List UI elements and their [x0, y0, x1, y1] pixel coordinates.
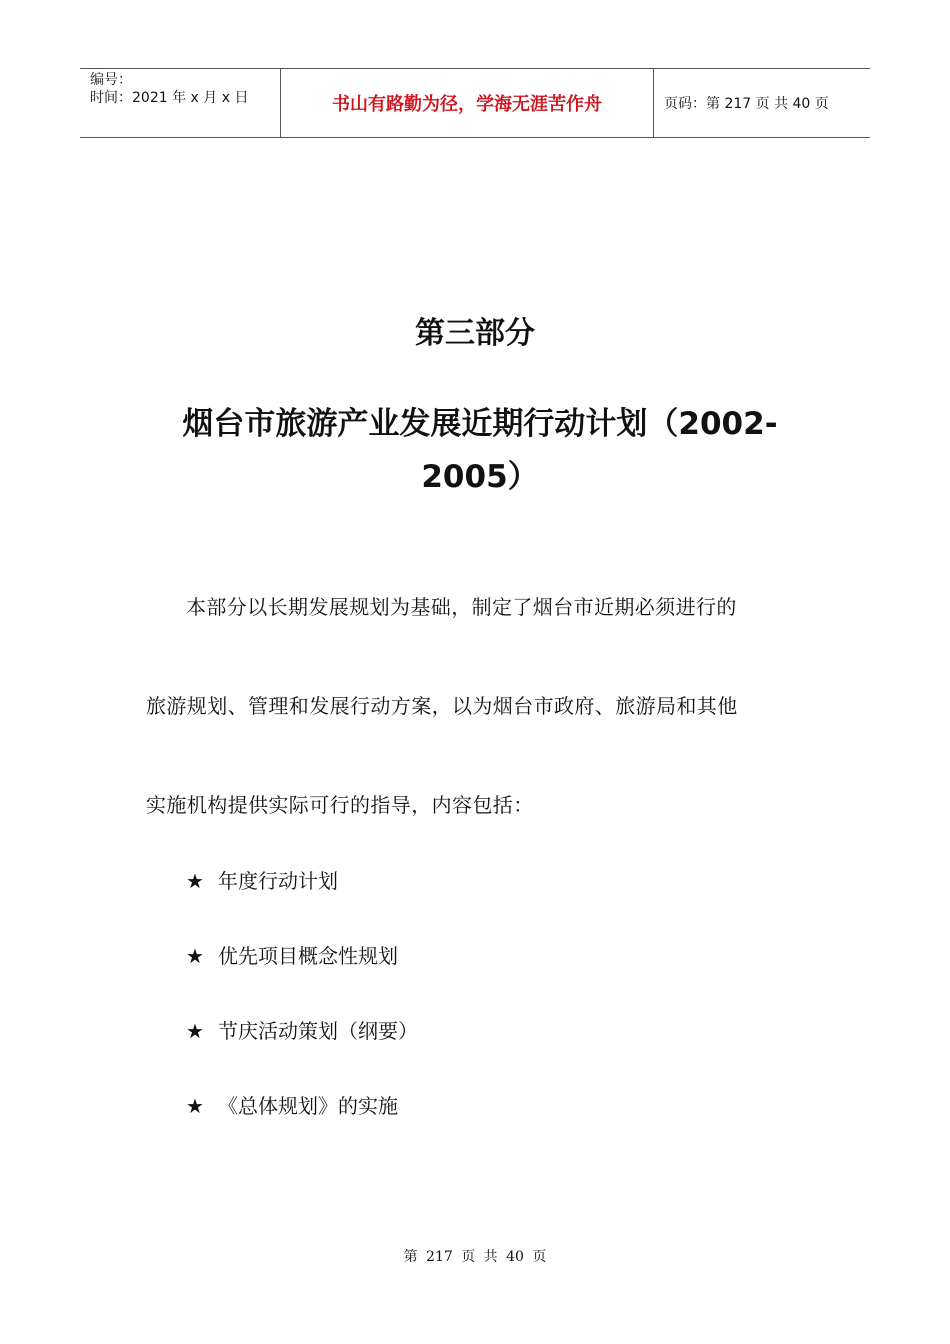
intro-line-2: 旅游规划、管理和发展行动方案，以为烟台市政府、旅游局和其他: [146, 694, 738, 718]
list-item: [186, 940, 398, 969]
time-label: 时间：2021 年 x 月 x 日: [90, 90, 249, 106]
list-item-text: 年度行动计划: [218, 869, 338, 893]
header-meta: [80, 69, 281, 137]
page-footer: 第 217 页 共 40 页: [403, 1249, 547, 1265]
document-title: 烟台市旅游产业发展近期行动计划（2002-2005）: [182, 406, 778, 495]
intro-line-3: 实施机构提供实际可行的指导，内容包括：: [146, 793, 534, 817]
list-item-text: 《总体规划》的实施: [218, 1094, 398, 1118]
list-item-text: 节庆活动策划（纲要）: [218, 1019, 418, 1043]
star-icon: ★: [186, 1019, 204, 1043]
list-item: [186, 1090, 398, 1119]
list-item: [186, 865, 338, 894]
star-icon: ★: [186, 869, 204, 893]
number-label: 编号：: [90, 72, 132, 88]
list-item-text: 优先项目概念性规划: [218, 944, 398, 968]
section-title: 第三部分: [415, 316, 535, 351]
star-icon: ★: [186, 944, 204, 968]
header-page-info: 页码：第 217 页 共 40 页: [664, 96, 829, 112]
page-header: [80, 68, 870, 138]
star-icon: ★: [186, 1094, 204, 1118]
intro-line-1: 本部分以长期发展规划为基础，制定了烟台市近期必须进行的: [186, 595, 737, 619]
header-motto: 书山有路勤为径，学海无涯苦作舟: [281, 69, 654, 137]
list-item: [186, 1015, 418, 1044]
